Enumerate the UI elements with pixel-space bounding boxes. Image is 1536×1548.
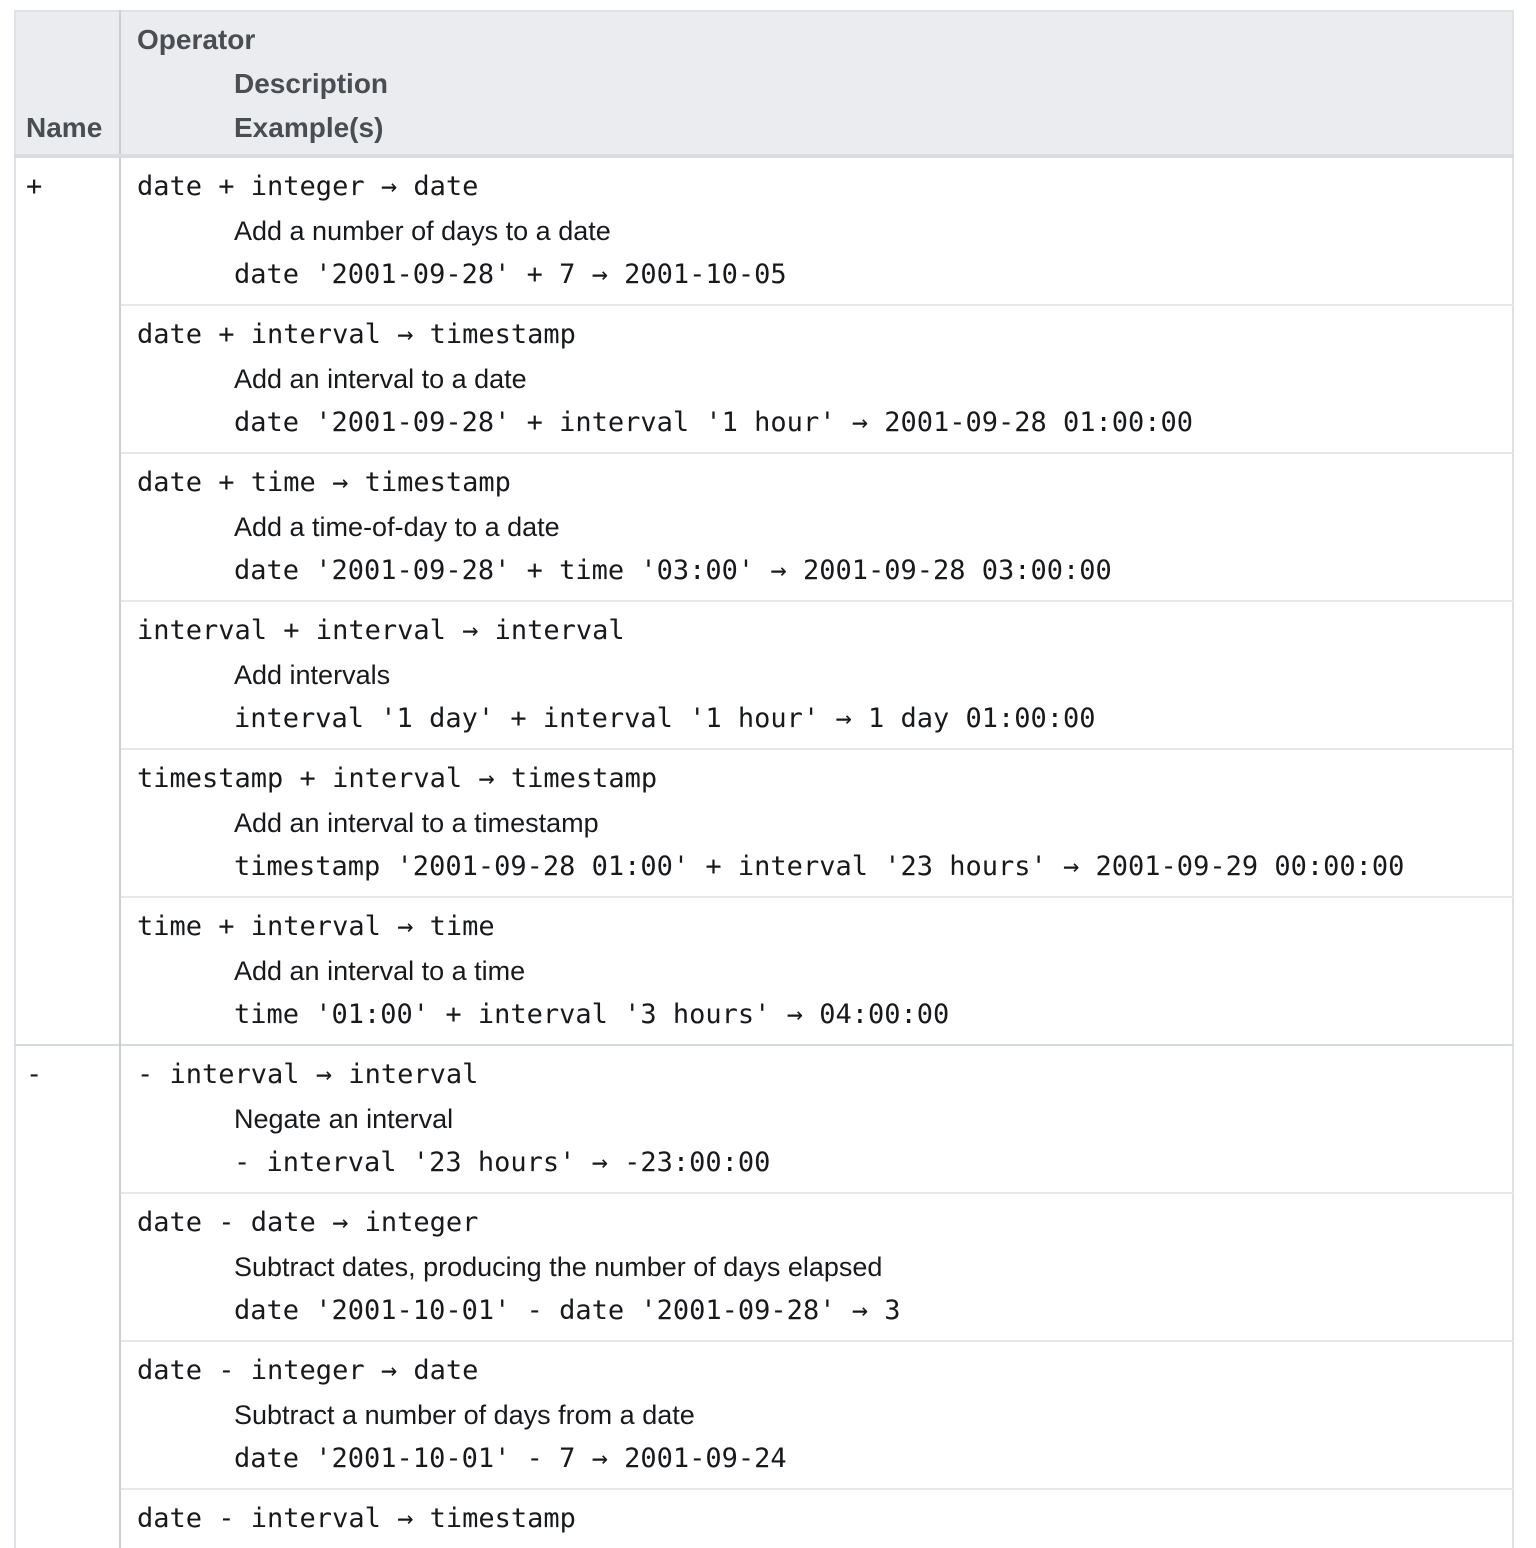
table-row <box>15 453 1513 601</box>
table-row <box>15 601 1513 749</box>
table-row <box>15 749 1513 897</box>
table-row <box>15 1341 1513 1489</box>
operator-signature: date - interval → timestamp <box>137 1503 576 1534</box>
group-name-cell: + <box>15 156 120 1045</box>
table-row <box>15 305 1513 453</box>
operator-example: date '2001-09-28' + 7 → 2001-10-05 <box>234 259 787 290</box>
operator-description: Add a number of days to a date <box>234 216 611 246</box>
operator-signature: date - integer → date <box>137 1355 479 1386</box>
description-header-label: Description <box>234 68 389 99</box>
operator-description: Subtract a number of days from a date <box>234 1400 695 1430</box>
operator-description: Negate an interval <box>234 1104 454 1134</box>
operator-cell <box>120 1045 1513 1193</box>
operator-description: Add an interval to a time <box>234 956 526 986</box>
datetime-operators-table <box>14 10 1514 1548</box>
operator-cell <box>120 897 1513 1045</box>
operator-example: date '2001-09-28' + interval '1 hour' → 2001-09-28 01:00:00 <box>234 407 1194 438</box>
operator-description: Add an interval to a timestamp <box>234 808 599 838</box>
operator-header-label: Operator <box>137 24 256 55</box>
operator-cell <box>120 749 1513 897</box>
table-row <box>15 1489 1513 1548</box>
operator-example: time '01:00' + interval '3 hours' → 04:00:00 <box>234 999 950 1030</box>
examples-header-label: Example(s) <box>234 112 384 143</box>
operator-signature: date + integer → date <box>137 171 479 202</box>
operator-example: interval '1 day' + interval '1 hour' → 1 day 01:00:00 <box>234 703 1096 734</box>
operator-example: timestamp '2001-09-28 01:00' + interval '23 hours' → 2001-09-29 00:00:00 <box>234 851 1405 882</box>
operator-column-header <box>120 11 1513 156</box>
operator-signature: interval + interval → interval <box>137 615 625 646</box>
operator-cell <box>120 1193 1513 1341</box>
operator-signature: time + interval → time <box>137 911 495 942</box>
operator-signature: date + interval → timestamp <box>137 319 576 350</box>
header-row <box>15 11 1513 156</box>
operator-example: date '2001-10-01' - date '2001-09-28' → 3 <box>234 1295 901 1326</box>
operator-cell <box>120 305 1513 453</box>
table-header <box>15 11 1513 156</box>
operator-example: date '2001-10-01' - 7 → 2001-09-24 <box>234 1443 787 1474</box>
operator-cell <box>120 156 1513 305</box>
group-name-cell: - <box>15 1045 120 1548</box>
operator-cell <box>120 1341 1513 1489</box>
operator-example: date '2001-09-28' + time '03:00' → 2001-09-28 03:00:00 <box>234 555 1112 586</box>
operator-description: Add an interval to a date <box>234 364 527 394</box>
operator-signature: date - date → integer <box>137 1207 479 1238</box>
operator-cell <box>120 601 1513 749</box>
operator-signature: - interval → interval <box>137 1059 479 1090</box>
operator-description: Subtract dates, producing the number of days elapsed <box>234 1252 883 1282</box>
table-row <box>15 1193 1513 1341</box>
operator-group <box>15 156 1513 1045</box>
operator-description: Add intervals <box>234 660 391 690</box>
operator-signature: date + time → timestamp <box>137 467 511 498</box>
operator-cell <box>120 1489 1513 1548</box>
table-row <box>15 897 1513 1045</box>
operator-cell <box>120 453 1513 601</box>
table-row <box>15 1045 1513 1193</box>
name-column-header: Name <box>15 11 120 156</box>
operator-signature: timestamp + interval → timestamp <box>137 763 658 794</box>
operator-group <box>15 1045 1513 1548</box>
operator-description: Add a time-of-day to a date <box>234 512 560 542</box>
table-row <box>15 156 1513 305</box>
operator-example: - interval '23 hours' → -23:00:00 <box>234 1147 771 1178</box>
